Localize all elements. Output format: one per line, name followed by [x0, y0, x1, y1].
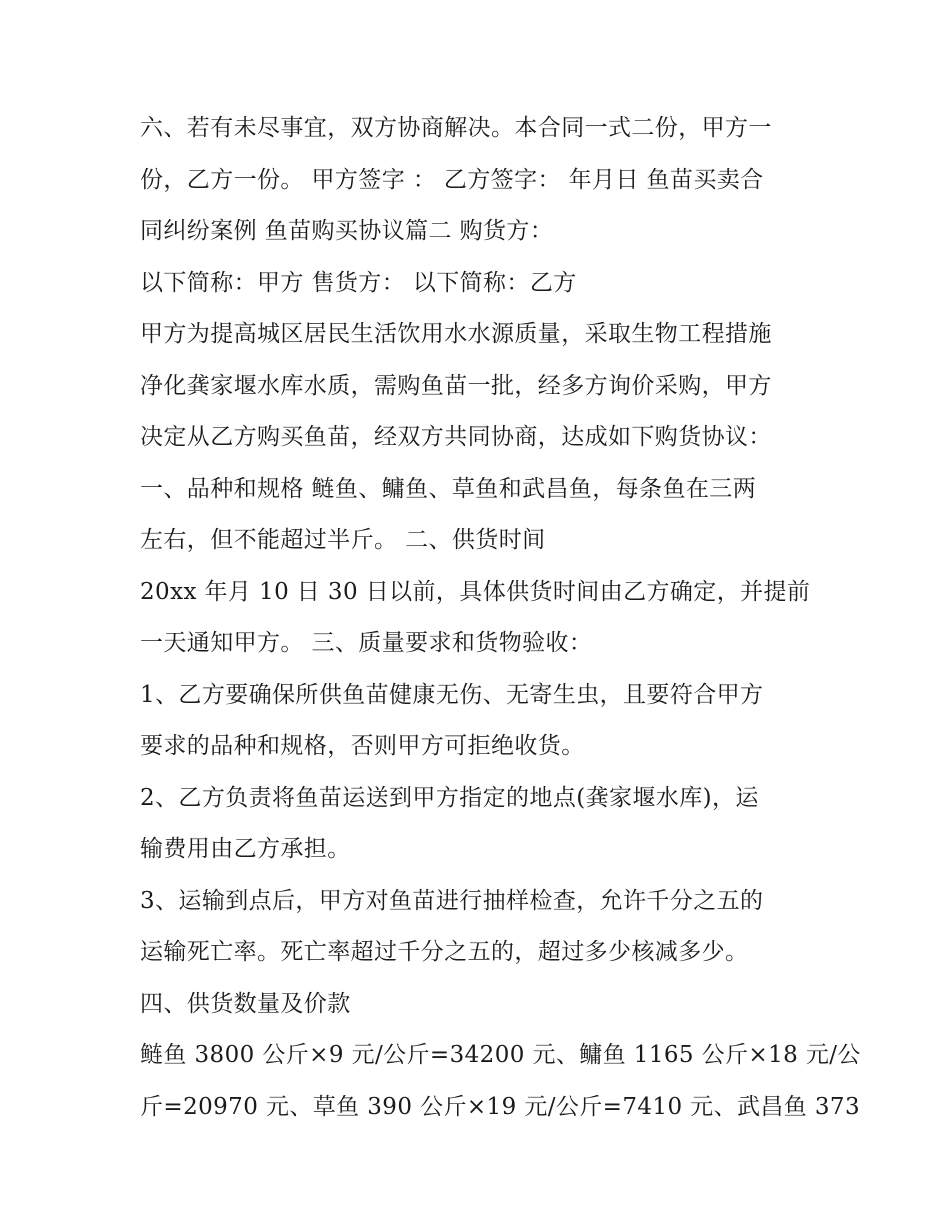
- text-line: 六、若有未尽事宜，双方协商解决。本合同一式二份，甲方一: [140, 115, 772, 141]
- text-line: 输费用由乙方承担。: [140, 836, 351, 862]
- text-line: 斤=20970 元、草鱼 390 公斤×19 元/公斤=7410 元、武昌鱼 373: [140, 1093, 860, 1120]
- text-line: 净化龚家堰水库水质，需购鱼苗一批，经多方询价采购，甲方: [140, 372, 772, 399]
- text-line: 要求的品种和规格，否则甲方可拒绝收货。: [140, 733, 585, 759]
- text-line: 2、乙方负责将鱼苗运送到甲方指定的地点(龚家堰水库)，运: [140, 784, 759, 811]
- text-line: 决定从乙方购买鱼苗，经双方共同协商，达成如下购货协议：: [140, 424, 772, 450]
- document-body: [140, 103, 861, 1133]
- text-line: 份，乙方一份。 甲方签字 ： 乙方签字： 年月日 鱼苗买卖合: [140, 166, 764, 193]
- text-line: 四、供货数量及价款: [140, 990, 351, 1017]
- text-line: 以下简称：甲方 售货方： 以下简称：乙方: [140, 269, 577, 296]
- text-line: 甲方为提高城区居民生活饮用水水源质量，采取生物工程措施: [140, 321, 772, 347]
- text-line: 运输死亡率。死亡率超过千分之五的，超过多少核减多少。: [140, 939, 749, 965]
- text-line: 20xx 年月 10 日 30 日以前，具体供货时间由乙方确定，并提前: [140, 578, 811, 605]
- text-line: 同纠纷案例 鱼苗购买协议篇二 购货方：: [140, 218, 554, 244]
- text-line: 3、运输到点后，甲方对鱼苗进行抽样检查，允许千分之五的: [140, 887, 764, 914]
- text-line: 一天通知甲方。 三、质量要求和货物验收：: [140, 630, 593, 656]
- text-line: 左右，但不能超过半斤。 二、供货时间: [140, 527, 546, 553]
- text-line: 1、乙方要确保所供鱼苗健康无伤、无寄生虫，且要符合甲方: [140, 681, 764, 708]
- text-line: 鲢鱼 3800 公斤×9 元/公斤=34200 元、鳙鱼 1165 公斤×18 元/公: [140, 1042, 861, 1068]
- text-line: 一、品种和规格 鲢鱼、鳙鱼、草鱼和武昌鱼，每条鱼在三两: [140, 475, 757, 502]
